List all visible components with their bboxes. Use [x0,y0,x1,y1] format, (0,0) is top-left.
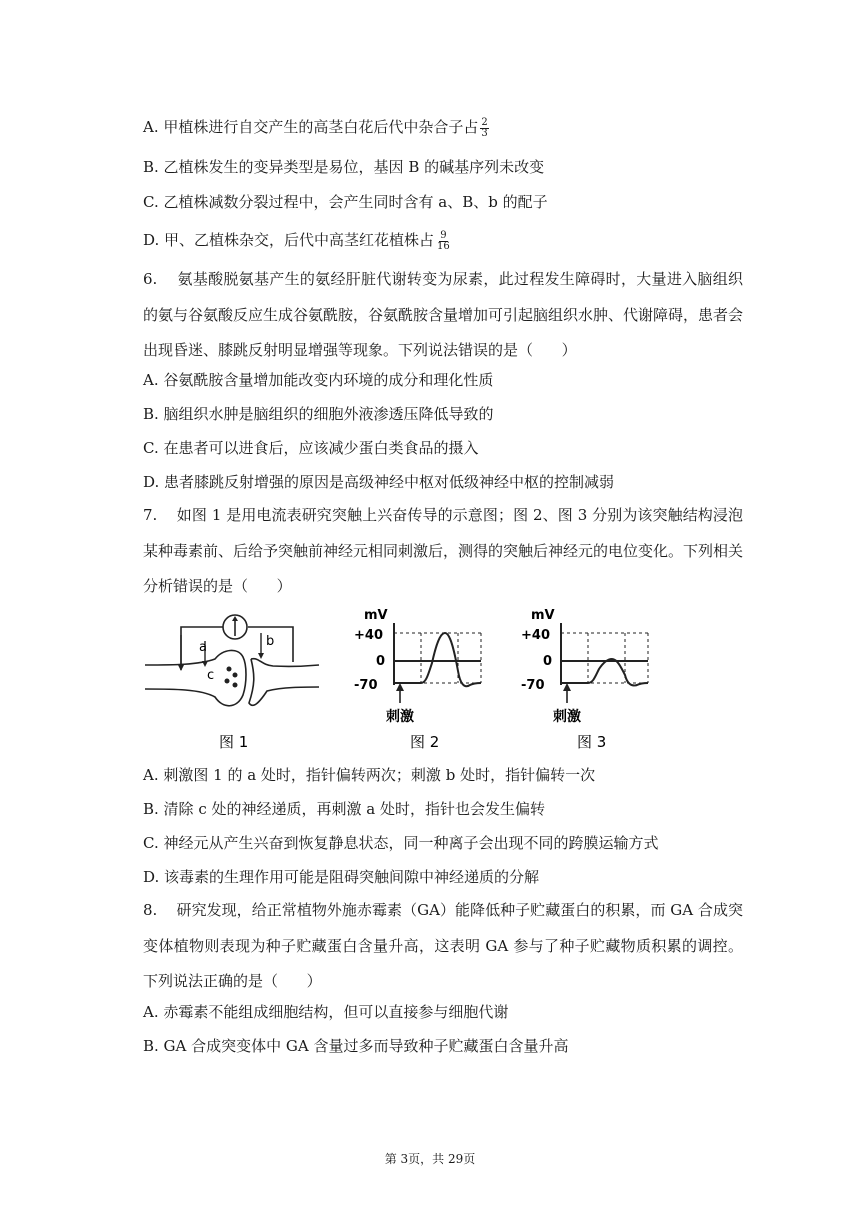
tick-minus70: -70 [521,678,545,693]
q5-option-c: C. 乙植株减数分裂过程中，会产生同时含有 a、B、b 的配子 [143,193,548,211]
q5-option-d: D. 甲、乙植株杂交，后代中高茎红花植株占 $\frac{9}{16}$ [143,229,450,252]
q5-option-a: A. 甲植株进行自交产生的高茎白花后代中杂合子占 $\frac{2}{3}$ [143,116,488,139]
stimulus-label: 刺激 [553,709,581,725]
q8-option-b: B. GA 合成突变体中 GA 含量过多而导致种子贮藏蛋白含量升高 [143,1037,569,1055]
potential-curve [394,633,481,686]
y-axis-unit: mV [531,608,555,623]
tick-zero: 0 [543,654,553,669]
q7-option-b: B. 清除 c 处的神经递质，再刺激 a 处时，指针也会发生偏转 [143,800,545,818]
tick-zero: 0 [376,654,386,669]
stimulus-label: 刺激 [386,709,414,725]
y-axis-unit: mV [364,608,388,623]
q7-option-d: D. 该毒素的生理作用可能是阻碍突触间隙中神经递质的分解 [143,868,540,886]
q8-stem: 8. 研究发现，给正常植物外施赤霉素（GA）能降低种子贮藏蛋白的积累，而 GA 合成突变体植物则表现为种子贮藏蛋白含量升高，这表明 GA 参与了种子贮藏物质积累的调控。下列说法正确的是（ ） [143,901,743,990]
q7-option-a: A. 刺激图 1 的 a 处时，指针偏转两次；刺激 b 处时，指针偏转一次 [143,766,596,784]
tick-plus40: +40 [521,628,550,643]
label-a: a [199,640,207,655]
figure-1-caption: 图 1 [219,733,249,751]
q6-stem: 6. 氨基酸脱氨基产生的氨经肝脏代谢转变为尿素，此过程发生障碍时，大量进入脑组织的氨与谷氨酸反应生成谷氨酰胺，谷氨酰胺含量增加可引起脑组织水肿、代谢障碍，患者会出现昏迷、膝跳反射明显增强等现象。下列说法错误的是（ ） [143,270,744,359]
q5-option-b: B. 乙植株发生的变异类型是易位，基因 B 的碱基序列未改变 [143,158,545,176]
label-b: b [266,634,275,649]
tick-plus40: +40 [354,628,383,643]
q8-option-a: A. 赤霉素不能组成细胞结构，但可以直接参与细胞代谢 [143,1003,509,1021]
figure-2-potential-graph [346,605,496,755]
q6-option-c: C. 在患者可以进食后，应该减少蛋白类食品的摄入 [143,439,479,457]
potential-curve [561,659,648,686]
q7-stem: 7. 如图 1 是用电流表研究突触上兴奋传导的示意图；图 2、图 3 分别为该突触结构浸泡某种毒素前、后给予突触前神经元相同刺激后，测得的突触后神经元的电位变化。下列相关分析错误的是（ ） [143,506,744,595]
q6-option-b: B. 脑组织水肿是脑组织的细胞外液渗透压降低导致的 [143,405,494,423]
figure-3-caption: 图 3 [577,733,607,751]
figure-3-potential-graph [513,605,663,755]
q7-option-c: C. 神经元从产生兴奋到恢复静息状态，同一种离子会出现不同的跨膜运输方式 [143,834,659,852]
label-c: c [207,668,215,683]
figure-2-caption: 图 2 [410,733,440,751]
page-number-footer: 第 3页，共 29页 [384,1152,476,1166]
tick-minus70: -70 [354,678,378,693]
fraction: $\frac{9}{16}$ [437,229,450,252]
q6-option-d: D. 患者膝跳反射增强的原因是高级神经中枢对低级神经中枢的控制减弱 [143,473,615,491]
figure-1-synapse-diagram [143,605,323,755]
fraction: $\frac{2}{3}$ [481,116,488,139]
q6-option-a: A. 谷氨酰胺含量增加能改变内环境的成分和理化性质 [143,371,494,389]
